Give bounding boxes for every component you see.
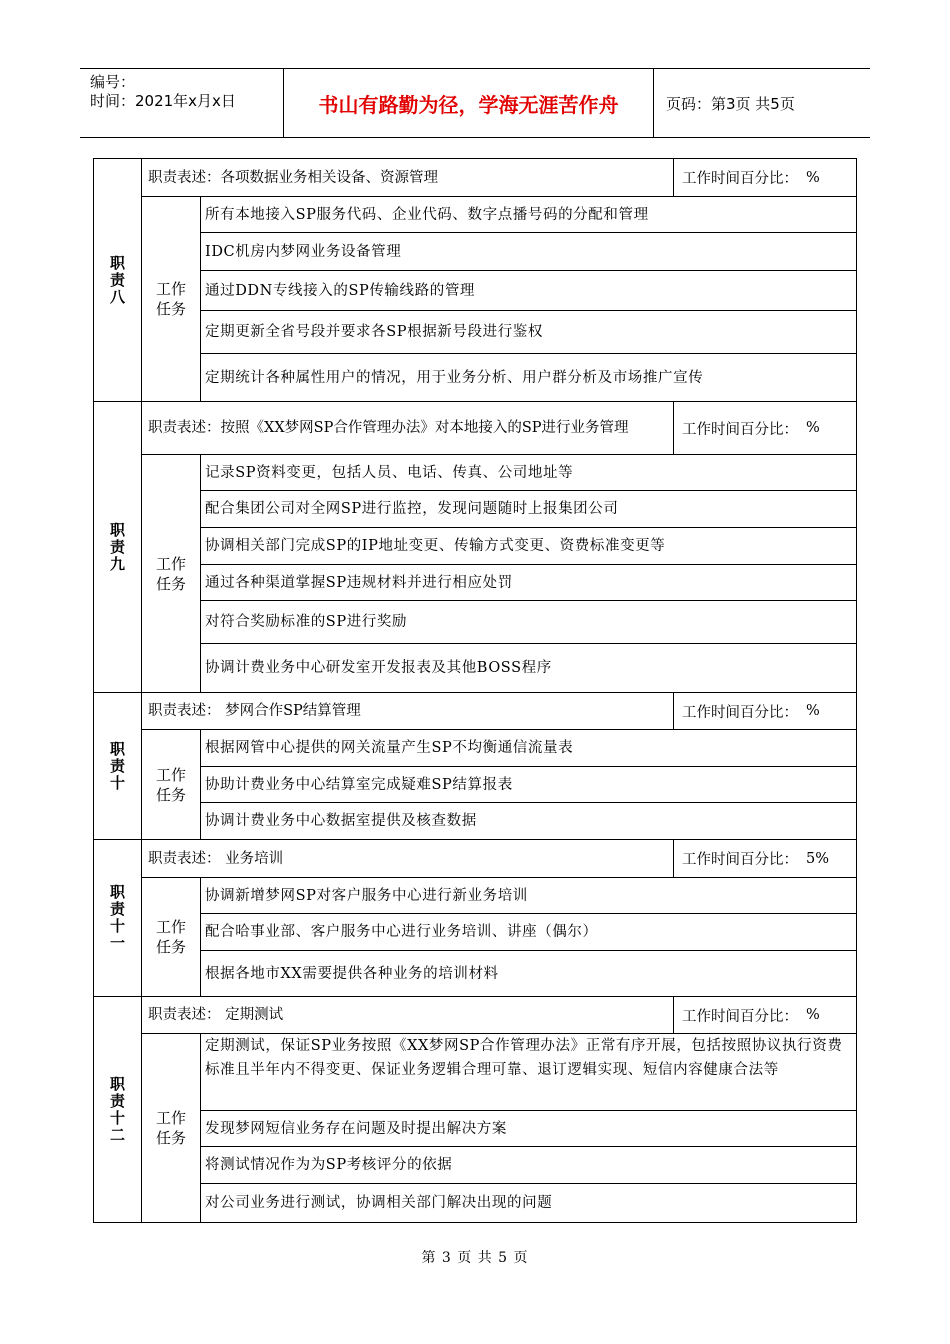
- task-item: 所有本地接入SP服务代码、企业代码、数字点播号码的分配和管理: [201, 197, 856, 233]
- time-percentage-label: 工作时间百分比：: [682, 1008, 798, 1025]
- task-item: 配合集团公司对全网SP进行监控，发现问题随时上报集团公司: [201, 491, 856, 528]
- task-list: [201, 730, 856, 839]
- duty-description: 职责表述： 梦网合作SP结算管理: [142, 693, 674, 729]
- time-percentage-label: 工作时间百分比：: [682, 852, 798, 868]
- task-item: 定期更新全省号段并要求各SP根据新号段进行鉴权: [201, 311, 856, 354]
- duty-block: [93, 996, 857, 1223]
- time-percentage-label: 工作时间百分比：: [682, 171, 798, 187]
- task-list: [201, 1034, 856, 1222]
- header-motto: 书山有路勤为径，学海无涯苦作舟: [284, 69, 654, 137]
- time-percentage: [674, 693, 856, 729]
- header-page-info: 页码：第3页 共5页: [666, 94, 795, 113]
- task-label: 工作任务: [142, 197, 201, 401]
- task-label: 工作任务: [142, 878, 201, 996]
- header-meta: [80, 69, 284, 137]
- task-item: 根据各地市XX需要提供各种业务的培训材料: [205, 965, 499, 982]
- duty-description: 职责表述： 定期测试: [142, 997, 674, 1033]
- duty-label: 职责十二: [94, 997, 142, 1222]
- task-item: 根据网管中心提供的网关流量产生SP不均衡通信流量表: [201, 730, 856, 767]
- time-percentage: [674, 840, 856, 877]
- duties-table: [93, 158, 857, 1223]
- task-item: 记录SP资料变更，包括人员、电话、传真、公司地址等: [201, 455, 856, 491]
- time-percentage-value: %: [806, 169, 820, 186]
- task-item: 通过各种渠道掌握SP违规材料并进行相应处罚: [201, 565, 856, 601]
- task-list: [201, 197, 856, 401]
- time-percentage: [674, 159, 856, 196]
- duty-description: 职责表述： 业务培训: [142, 840, 674, 877]
- time-percentage-label: 工作时间百分比：: [682, 704, 798, 721]
- task-item: 定期测试，保证SP业务按照《XX梦网SP合作管理办法》正常有序开展，包括按照协议执行资费标准且半年内不得变更、保证业务逻辑合理可靠、退订逻辑实现、短信内容健康合法等: [201, 1034, 856, 1111]
- task-item: 将测试情况作为为SP考核评分的依据: [201, 1147, 856, 1184]
- time-percentage: [674, 997, 856, 1033]
- duty-label: 职责九: [94, 402, 142, 692]
- task-item: 对公司业务进行测试，协调相关部门解决出现的问题: [205, 1195, 553, 1211]
- page-footer: 第 3 页 共 5 页: [421, 1250, 529, 1266]
- task-label: 工作任务: [142, 455, 201, 692]
- time-percentage: [674, 402, 856, 454]
- task-list: [201, 878, 856, 996]
- duty-label: 职责十: [94, 693, 142, 839]
- number-label: 编号：: [90, 73, 136, 91]
- time-percentage-label: 工作时间百分比：: [682, 421, 798, 438]
- task-list: [201, 455, 856, 692]
- task-item: 定期统计各种属性用户的情况，用于业务分析、用户群分析及市场推广宣传: [205, 369, 704, 386]
- task-item: 对符合奖励标准的SP进行奖励: [201, 601, 856, 644]
- duty-label: 职责八: [94, 159, 142, 401]
- task-item: 协调新增梦网SP对客户服务中心进行新业务培训: [201, 878, 856, 914]
- duty-block: [93, 158, 857, 401]
- task-item: 协调计费业务中心研发室开发报表及其他BOSS程序: [205, 660, 552, 676]
- duty-description: 职责表述：各项数据业务相关设备、资源管理: [142, 159, 674, 196]
- time-percentage-value: %: [806, 703, 820, 719]
- task-item: 配合哈事业部、客户服务中心进行业务培训、讲座（偶尔）: [201, 914, 856, 951]
- task-item: 协助计费业务中心结算室完成疑难SP结算报表: [201, 767, 856, 803]
- task-item: 协调相关部门完成SP的IP地址变更、传输方式变更、资费标准变更等: [201, 528, 856, 565]
- time-percentage-value: %: [806, 1007, 820, 1023]
- duty-block: [93, 692, 857, 839]
- page-header: [80, 68, 870, 138]
- time-label: 时间：2021年x月x日: [90, 92, 236, 110]
- duty-description: 职责表述：按照《XX梦网SP合作管理办法》对本地接入的SP进行业务管理: [142, 402, 674, 454]
- task-item: 发现梦网短信业务存在问题及时提出解决方案: [201, 1111, 856, 1147]
- time-percentage-value: 5%: [806, 850, 830, 867]
- task-item: 通过DDN专线接入的SP传输线路的管理: [201, 271, 856, 311]
- task-item: 协调计费业务中心数据室提供及核查数据: [205, 813, 477, 829]
- task-label: 工作任务: [142, 1034, 201, 1222]
- duty-block: [93, 401, 857, 692]
- task-item: IDC机房内梦网业务设备管理: [201, 233, 856, 271]
- duty-label: 职责十一: [94, 840, 142, 996]
- duty-block: [93, 839, 857, 996]
- task-label: 工作任务: [142, 730, 201, 839]
- time-percentage-value: %: [806, 420, 820, 436]
